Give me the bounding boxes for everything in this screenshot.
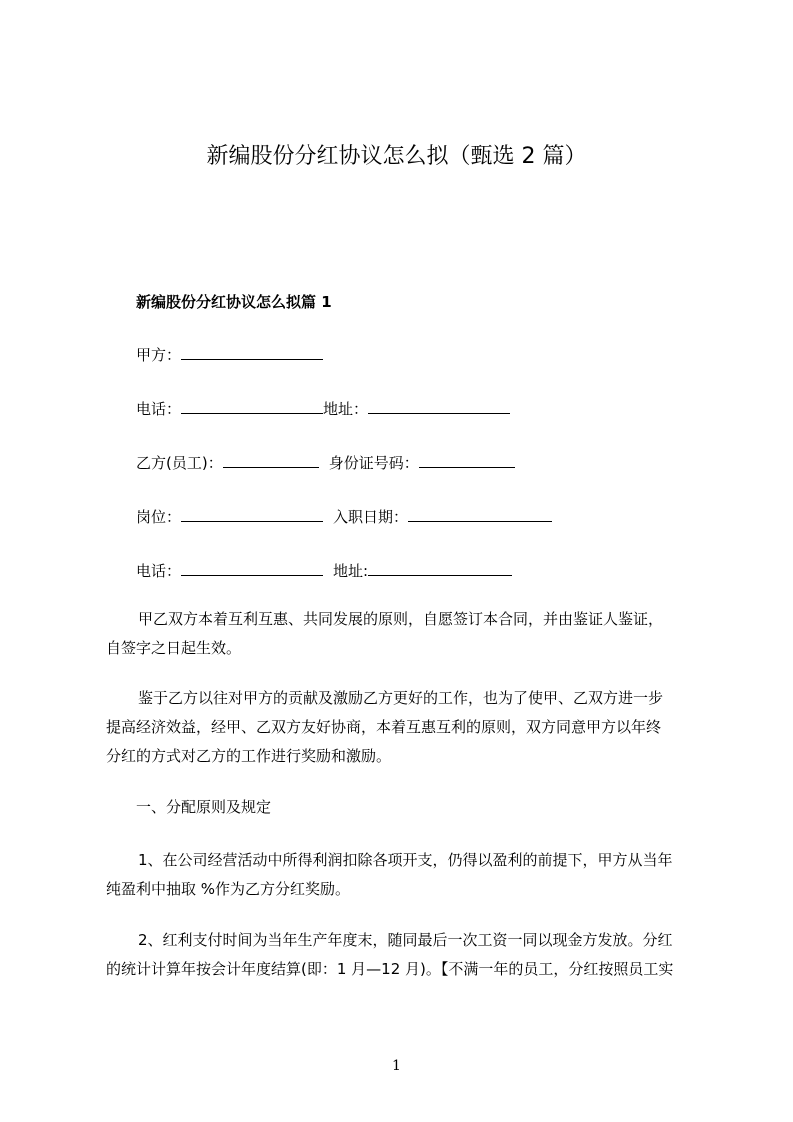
position-blank [181, 506, 323, 522]
phone-blank [181, 398, 323, 414]
page-number: 1 [392, 1058, 401, 1074]
party-b-blank [223, 452, 319, 468]
party-a-label: 甲方： [136, 346, 182, 364]
paragraph-line: 甲乙双方本着互利互惠、共同发展的原则，自愿签订本合同，并由鉴证人鉴证， [138, 610, 664, 628]
party-a-blank [181, 344, 323, 360]
paragraph-line: 2、红利支付时间为当年生产年度末，随同最后一次工资一同以现金方发放。分红 [138, 931, 673, 949]
clause-2 [106, 926, 710, 984]
paragraph-line: 1、在公司经营活动中所得利润扣除各项开支，仍得以盈利的前提下，甲方从当年 [138, 851, 673, 869]
phone-blank-2 [181, 560, 323, 576]
paragraph-line: 的统计计算年按会计年度结算(即：1 月—12 月)。【不满一年的员工，分红按照员工实 [106, 960, 674, 978]
document-title: 新编股份分红协议怎么拟（甄选 2 篇） [206, 144, 587, 169]
id-number-blank [419, 452, 515, 468]
paragraph-line: 自签字之日起生效。 [106, 639, 242, 657]
address-label: 地址： [323, 400, 369, 418]
contact-row-2 [136, 560, 512, 582]
id-number-label: 身份证号码： [328, 454, 419, 472]
paragraph-line: 分红的方式对乙方的工作进行奖励和激励。 [106, 747, 392, 765]
contact-row-1 [136, 398, 510, 420]
party-a-row [136, 344, 323, 366]
address-blank [368, 398, 510, 414]
entry-date-label: 入职日期： [333, 508, 409, 526]
party-b-row [136, 452, 515, 474]
clause-1 [106, 846, 710, 904]
phone-label-2: 电话： [136, 562, 182, 580]
paragraph-line: 提高经济效益，经甲、乙双方友好协商，本着互惠互利的原则，双方同意甲方以年终 [106, 718, 662, 736]
paragraph-line: 鉴于乙方以往对甲方的贡献及激励乙方更好的工作，也为了使甲、乙双方进一步 [138, 689, 664, 707]
party-b-label: 乙方(员工)： [136, 454, 223, 472]
section-heading: 新编股份分红协议怎么拟篇 1 [136, 293, 332, 311]
section-1-heading: 一、分配原则及规定 [136, 798, 272, 816]
phone-label: 电话： [136, 400, 182, 418]
address-label-2: 地址: [333, 562, 369, 580]
position-label: 岗位： [136, 508, 182, 526]
position-row [136, 506, 552, 528]
paragraph-intro [106, 605, 710, 663]
address-blank-2 [368, 560, 512, 576]
paragraph-whereas [106, 684, 710, 771]
paragraph-line: 纯盈利中抽取 %作为乙方分红奖励。 [106, 880, 351, 898]
entry-date-blank [408, 506, 552, 522]
